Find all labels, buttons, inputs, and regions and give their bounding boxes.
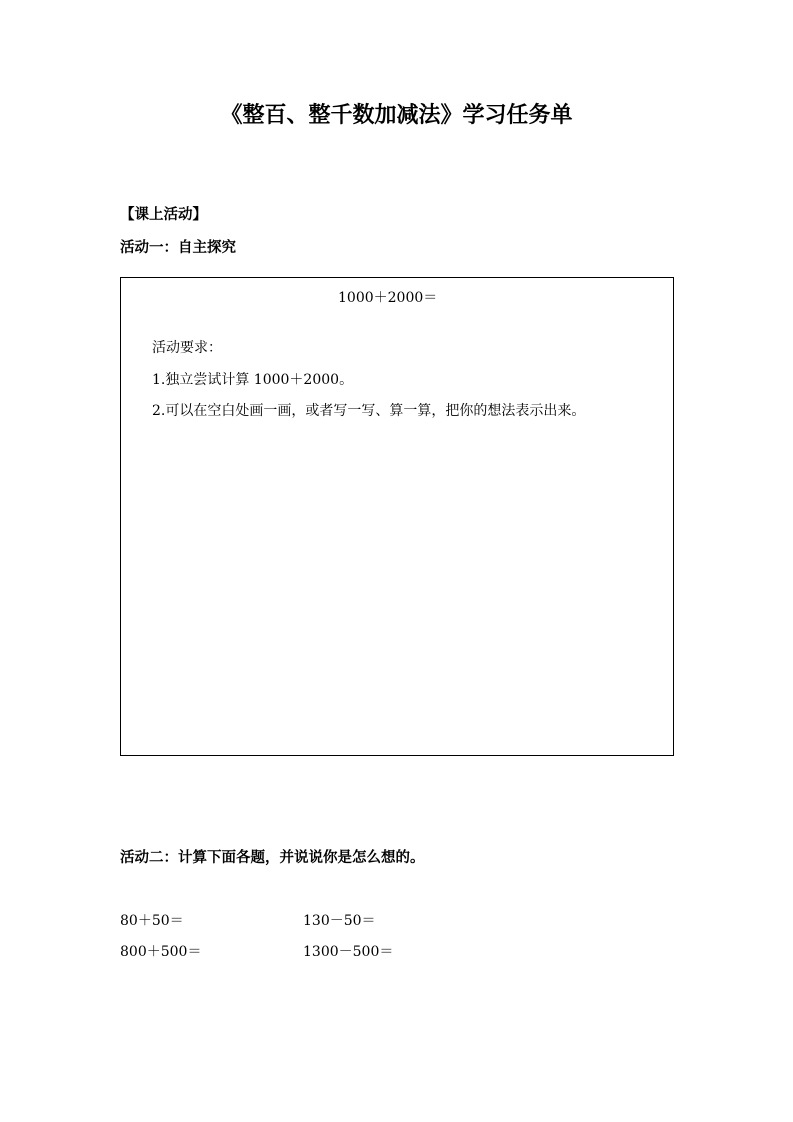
requirement-item: 1.独立尝试计算 1000＋2000。: [152, 372, 354, 388]
section-label: 【课上活动】: [120, 207, 207, 223]
equation-item: 130－50＝: [303, 913, 376, 929]
activity1-work-box[interactable]: [120, 277, 674, 756]
activity2-heading: 活动二：计算下面各题，并说说你是怎么想的。: [120, 850, 425, 866]
equation-item: 800＋500＝: [120, 944, 202, 960]
requirement-item: 2.可以在空白处画一画，或者写一写、算一算，把你的想法表示出来。: [152, 403, 586, 419]
activity1-equation: 1000＋2000＝: [338, 290, 438, 306]
page-title: 《整百、整千数加减法》学习任务单: [220, 103, 573, 128]
equation-item: 80＋50＝: [120, 913, 184, 929]
requirements-label: 活动要求：: [152, 340, 222, 356]
equation-item: 1300－500＝: [303, 944, 394, 960]
activity1-heading: 活动一：自主探究: [120, 240, 236, 256]
